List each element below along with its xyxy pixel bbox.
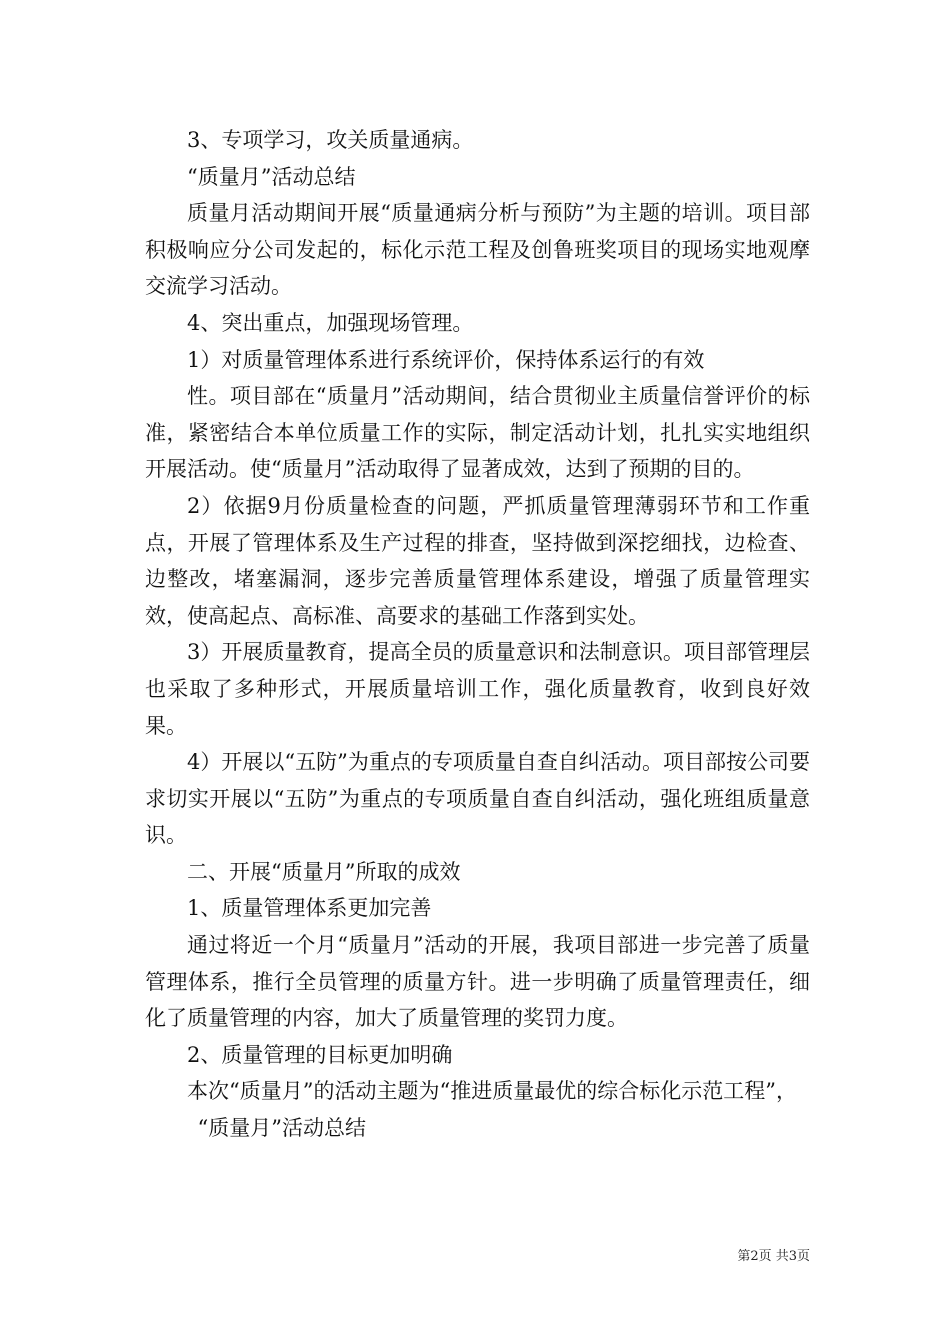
paragraph-result-1-heading: 1、质量管理体系更加完善 <box>187 896 432 921</box>
paragraph-item-1-first-line: 1）对质量管理体系进行系统评价，保持体系运行的有效 <box>187 347 705 372</box>
paragraph-item-1-continuation: 性。项目部在“质量月”活动期间，结合贯彻业主质量信誉评价的标准，紧密结合本单位质量工作的实际，制定活动计划，扎扎实实地组织开展活动。使“质量月”活动取得了显著成效，达到了预期的目的。 <box>145 384 810 482</box>
paragraph-section-4-heading: 4、突出重点，加强现场管理。 <box>187 310 474 335</box>
paragraph-item-3: 3）开展质量教育，提高全员的质量意识和法制意识。项目部管理层也采取了多种形式，开展质量培训工作，强化质量教育，收到良好效果。 <box>145 640 810 738</box>
paragraph-summary-title-repeat: “质量月”活动总结 <box>197 1116 366 1141</box>
paragraph-training: 质量月活动期间开展“质量通病分析与预防”为主题的培训。项目部积极响应分公司发起的，标化示范工程及创鲁班奖项目的现场实地观摩交流学习活动。 <box>145 201 810 299</box>
paragraph-result-2-body: 本次“质量月”的活动主题为“推进质量最优的综合标化示范工程”， <box>187 1079 797 1104</box>
paragraph-part-2-heading: 二、开展“质量月”所取的成效 <box>187 859 461 884</box>
document-body <box>145 122 810 1147</box>
page-number-footer: 第2页 共3页 <box>737 1249 810 1264</box>
paragraph-item-4: 4）开展以“五防”为重点的专项质量自查自纠活动。项目部按公司要求切实开展以“五防”为重点的专项质量自查自纠活动，强化班组质量意识。 <box>145 750 810 848</box>
paragraph-result-1-body: 通过将近一个月“质量月”活动的开展，我项目部进一步完善了质量管理体系，推行全员管理的质量方针。进一步明确了质量管理责任，细化了质量管理的内容，加大了质量管理的奖罚力度。 <box>145 933 810 1031</box>
paragraph-summary-title: “质量月”活动总结 <box>187 164 356 189</box>
paragraph-item-2: 2）依据9月份质量检查的问题，严抓质量管理薄弱环节和工作重点，开展了管理体系及生产过程的排查，坚持做到深挖细找，边检查、边整改，堵塞漏洞，逐步完善质量管理体系建设，增强了质量管理实效，使高起点、高标准、高要求的基础工作落到实处。 <box>145 493 810 628</box>
paragraph-result-2-heading: 2、质量管理的目标更加明确 <box>187 1042 453 1067</box>
paragraph-section-3-heading: 3、专项学习，攻关质量通病。 <box>187 128 474 152</box>
